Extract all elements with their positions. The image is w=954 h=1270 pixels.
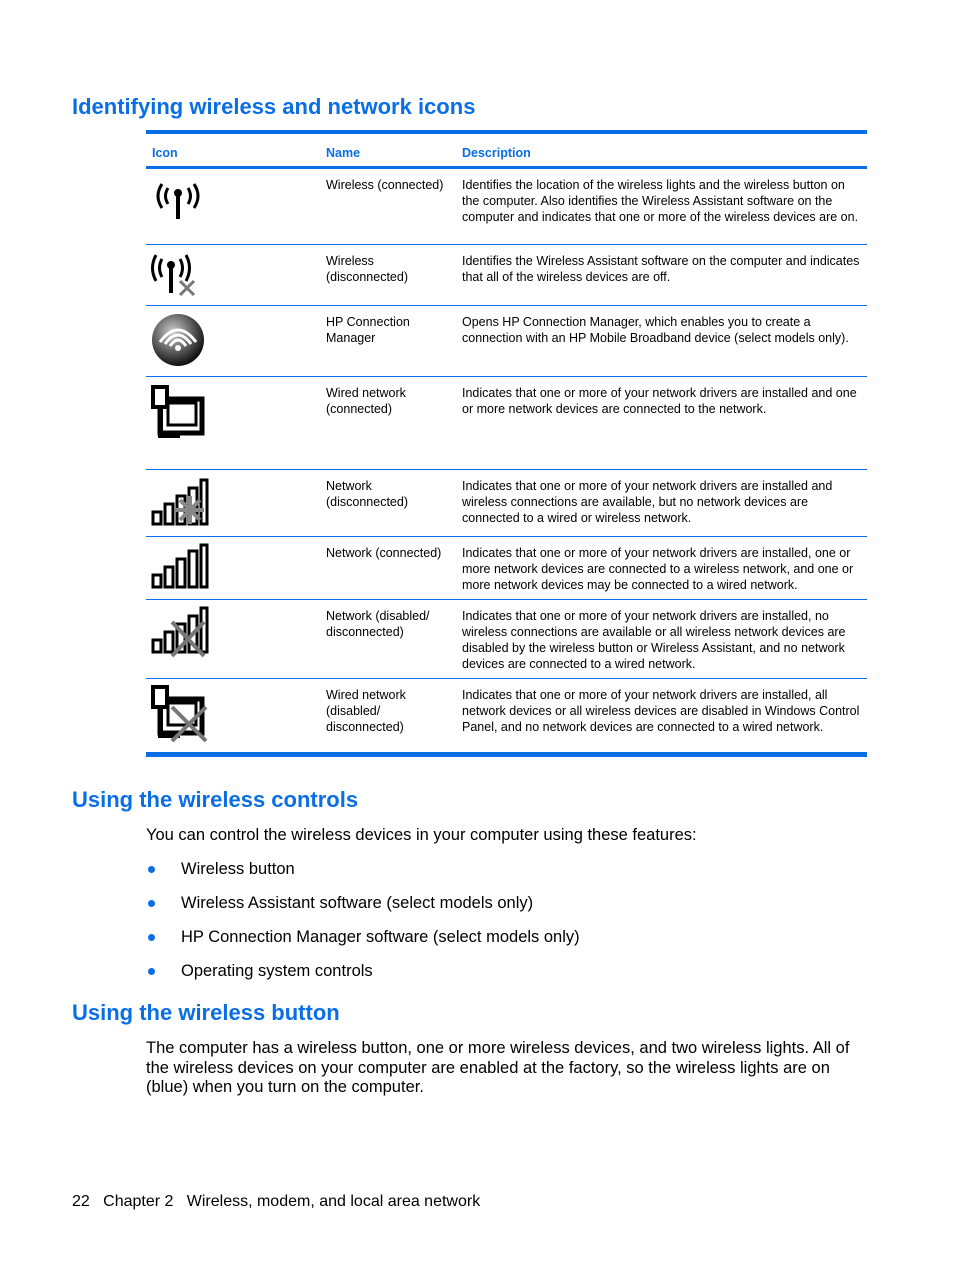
hp-connection-manager-icon <box>150 312 206 373</box>
table-header <box>146 134 867 166</box>
row-description: Indicates that one or more of your network drivers are installed, one or more network devices are connected to a wireless network, and one or more network devices may be connected to a wired network. <box>462 546 854 592</box>
controls-list <box>146 858 580 994</box>
table-row <box>146 245 867 306</box>
wireless-disconnected-icon <box>150 251 202 302</box>
row-description: Identifies the location of the wireless lights and the wireless button on the computer. Also identifies the Wireless Assistant software on the computer and indicates that one or more of the wireless devices are on. <box>462 178 859 224</box>
row-description: Indicates that one or more of your network drivers are installed, all network devices or all wireless devices are disabled in Windows Control Panel, and no network devices are connected to a wired network. <box>462 688 860 734</box>
bullet-icon <box>148 934 155 941</box>
row-description: Indicates that one or more of your network drivers are installed and one or more network devices are connected to the network. <box>462 386 857 416</box>
wired-network-connected-icon <box>150 385 208 446</box>
header-name: Name <box>326 146 361 160</box>
chapter-title: Wireless, modem, and local area network <box>186 1193 481 1210</box>
page-footer <box>72 1192 480 1212</box>
row-name: Wireless (connected) <box>326 178 444 192</box>
page-number: 22 <box>72 1193 90 1210</box>
row-name: Wireless (disconnected) <box>326 254 408 284</box>
row-description: Opens HP Connection Manager, which enables you to create a connection with an HP Mobile Broadband device (select models only). <box>462 315 849 345</box>
wired-network-disabled-disconnected-icon <box>150 685 210 750</box>
network-disconnected-icon <box>150 476 210 531</box>
table-row <box>146 470 867 537</box>
list-item <box>146 892 580 926</box>
row-description: Identifies the Wireless Assistant software on the computer and indicates that all of the wireless devices are off. <box>462 254 860 284</box>
list-item-label: Wireless Assistant software (select models only) <box>181 894 534 912</box>
row-name: Wired network (connected) <box>326 386 406 416</box>
row-name: Network (connected) <box>326 546 442 560</box>
row-name: Network (disconnected) <box>326 479 408 509</box>
section-title-identifying-icons: Identifying wireless and network icons <box>72 94 476 119</box>
table-row <box>146 169 867 245</box>
table-row <box>146 679 867 752</box>
chapter-label: Chapter 2 <box>103 1193 174 1210</box>
table-bottom-rule <box>146 752 867 757</box>
list-item-label: Wireless button <box>181 860 295 878</box>
wireless-button-paragraph: The computer has a wireless button, one or more wireless devices, and two wireless lights. All of the wireless devices on your computer are enabled at the factory, so the wireless lights are on (blue) when you turn on the computer. <box>146 1039 850 1096</box>
bullet-icon <box>148 968 155 975</box>
row-name: Network (disabled/ disconnected) <box>326 609 430 639</box>
table-row <box>146 537 867 600</box>
table-row <box>146 377 867 470</box>
table-row <box>146 306 867 377</box>
list-item-label: Operating system controls <box>181 962 373 980</box>
icons-table <box>146 130 867 757</box>
controls-intro: You can control the wireless devices in your computer using these features: <box>146 826 697 844</box>
list-item-label: HP Connection Manager software (select models only) <box>181 928 580 946</box>
row-name: Wired network (disabled/ disconnected) <box>326 688 406 734</box>
network-connected-icon <box>150 543 210 594</box>
bullet-icon <box>148 900 155 907</box>
list-item <box>146 960 580 994</box>
wireless-connected-icon <box>150 179 206 228</box>
row-description: Indicates that one or more of your network drivers are installed and wireless connections are available, but no network devices are connected to a wired or wireless network. <box>462 479 833 525</box>
network-disabled-disconnected-icon <box>150 606 210 665</box>
header-description: Description <box>462 146 531 160</box>
bullet-icon <box>148 866 155 873</box>
header-icon: Icon <box>152 146 178 160</box>
list-item <box>146 926 580 960</box>
row-description: Indicates that one or more of your network drivers are installed, no wireless connections are available or all wireless network devices are disabled by the wireless button or Wireless Assistant, and no network devices are connected to a wired network. <box>462 609 846 671</box>
table-row <box>146 600 867 679</box>
section-title-wireless-controls: Using the wireless controls <box>72 787 359 812</box>
row-name: HP Connection Manager <box>326 315 410 345</box>
list-item <box>146 858 580 892</box>
section-title-wireless-button: Using the wireless button <box>72 1000 340 1025</box>
